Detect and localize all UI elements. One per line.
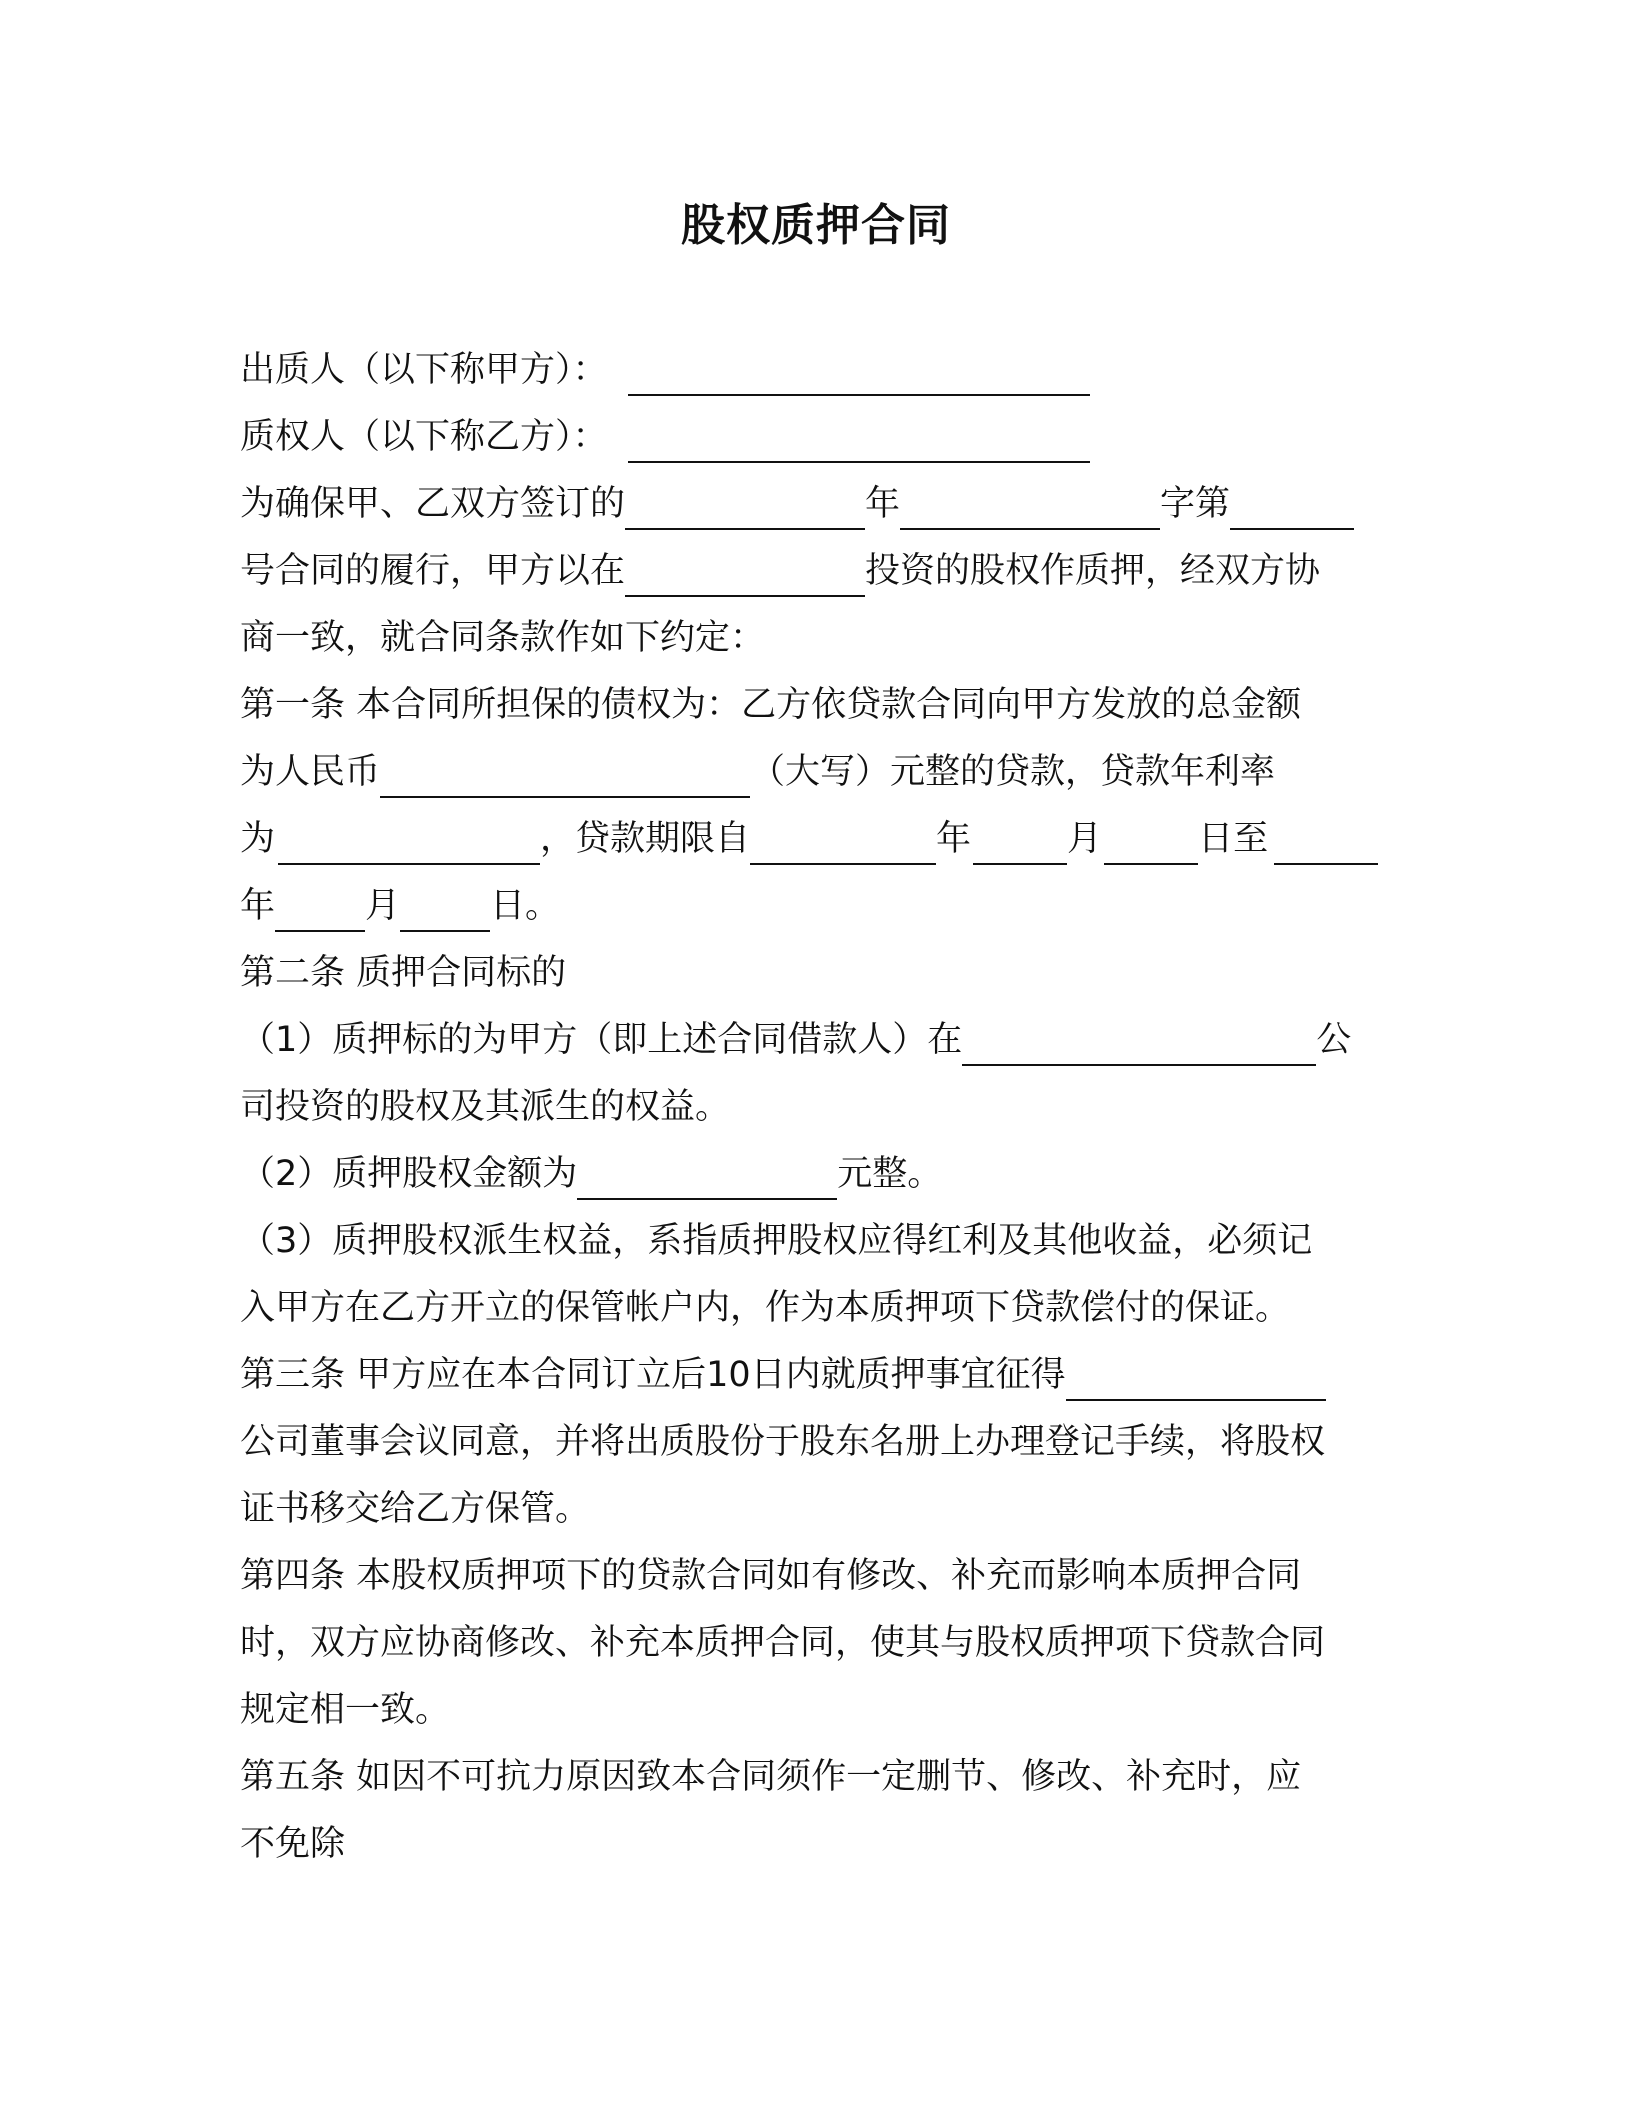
text-segment: 年 — [936, 819, 972, 859]
text-segment: 商一致，就合同条款作如下约定： — [240, 618, 766, 658]
pledgee-label: 质权人（以下称乙方）： — [240, 417, 608, 457]
line-pledgor — [240, 344, 1090, 396]
article-1-line-1 — [240, 679, 1301, 731]
text-segment: 第三条 甲方应在本合同订立后10日内就质押事宜征得 — [240, 1355, 1066, 1395]
text-segment: 司投资的股权及其派生的权益。 — [240, 1087, 731, 1127]
article-5-line-2 — [240, 1818, 345, 1870]
article-2-item-3-line-2 — [240, 1282, 1290, 1334]
text-segment: 不免除 — [240, 1824, 346, 1864]
loan-amount-blank[interactable] — [380, 752, 750, 798]
target-company-blank[interactable] — [962, 1020, 1316, 1066]
text-segment: 字第 — [1160, 484, 1231, 524]
article-2-item-1-line-2 — [240, 1081, 730, 1133]
text-segment: 日至 — [1198, 819, 1269, 859]
pledgee-blank[interactable] — [628, 417, 1090, 463]
text-segment: 为 — [240, 819, 276, 859]
line-pledgee — [240, 411, 1090, 463]
article-5-line-1 — [240, 1751, 1301, 1803]
text-segment: 公 — [1316, 1020, 1352, 1060]
text-segment: 第四条 本股权质押项下的贷款合同如有修改、补充而影响本质押合同 — [240, 1556, 1302, 1596]
contract-number-blank[interactable] — [1230, 484, 1354, 530]
article-4-line-1 — [240, 1550, 1301, 1602]
text-segment: 元整。 — [837, 1154, 943, 1194]
pledgor-blank[interactable] — [628, 350, 1090, 396]
article-4-line-3 — [240, 1684, 450, 1736]
contract-party-blank[interactable] — [625, 484, 865, 530]
text-segment: ，贷款期限自 — [540, 819, 751, 859]
text-segment: 入甲方在乙方开立的保管帐户内，作为本质押项下贷款偿付的保证。 — [240, 1288, 1291, 1328]
article-4-line-2 — [240, 1617, 1325, 1669]
text-segment: 证书移交给乙方保管。 — [240, 1489, 591, 1529]
end-month-blank[interactable] — [275, 886, 365, 932]
article-3-line-2 — [240, 1416, 1325, 1468]
article-1-line-3 — [240, 813, 1378, 865]
text-segment: （大写）元整的贷款，贷款年利率 — [750, 752, 1276, 792]
line-intro-2 — [240, 545, 1320, 597]
line-intro-3 — [240, 612, 765, 664]
article-2-item-1-line-1 — [240, 1014, 1351, 1066]
start-year-blank[interactable] — [750, 819, 936, 865]
document-title: 股权质押合同 — [681, 200, 951, 251]
board-company-blank[interactable] — [1066, 1355, 1326, 1401]
text-segment: 年 — [865, 484, 901, 524]
article-3-line-3 — [240, 1483, 590, 1535]
text-segment: （2）质押股权金额为 — [240, 1154, 578, 1194]
pledged-equity-amount-blank[interactable] — [577, 1154, 837, 1200]
text-segment: 规定相一致。 — [240, 1690, 451, 1730]
article-2-heading — [240, 947, 566, 999]
article-2-item-3-line-1 — [240, 1215, 1312, 1267]
text-segment: 年 — [240, 886, 276, 926]
text-segment: 公司董事会议同意，并将出质股份于股东名册上办理登记手续，将股权 — [240, 1422, 1326, 1462]
start-month-blank[interactable] — [973, 819, 1067, 865]
text-segment: 投资的股权作质押，经双方协 — [865, 551, 1321, 591]
text-segment: 月 — [365, 886, 401, 926]
text-segment: 月 — [1067, 819, 1103, 859]
article-1-line-2 — [240, 746, 1275, 798]
text-segment: （1）质押标的为甲方（即上述合同借款人）在 — [240, 1020, 963, 1060]
text-segment: 时，双方应协商修改、补充本质押合同，使其与股权质押项下贷款合同 — [240, 1623, 1326, 1663]
end-year-blank[interactable] — [1274, 819, 1378, 865]
text-segment: 第二条 质押合同标的 — [240, 953, 567, 993]
text-segment: 第五条 如因不可抗力原因致本合同须作一定删节、修改、补充时，应 — [240, 1757, 1302, 1797]
text-segment: 为确保甲、乙双方签订的 — [240, 484, 626, 524]
end-day-blank[interactable] — [400, 886, 490, 932]
text-segment: 号合同的履行，甲方以在 — [240, 551, 626, 591]
interest-rate-blank[interactable] — [278, 819, 540, 865]
start-day-blank[interactable] — [1104, 819, 1198, 865]
article-2-item-2 — [240, 1148, 942, 1200]
article-3-line-1 — [240, 1349, 1326, 1401]
text-segment: 第一条 本合同所担保的债权为：乙方依贷款合同向甲方发放的总金额 — [240, 685, 1302, 725]
text-segment: 为人民币 — [240, 752, 381, 792]
pledgor-label: 出质人（以下称甲方）： — [240, 350, 608, 390]
article-1-line-4 — [240, 880, 560, 932]
line-intro-1 — [240, 478, 1354, 530]
contract-year-blank[interactable] — [900, 484, 1160, 530]
text-segment: （3）质押股权派生权益，系指质押股权应得红利及其他收益，必须记 — [240, 1221, 1313, 1261]
investment-company-blank[interactable] — [625, 551, 865, 597]
text-segment: 日。 — [490, 886, 561, 926]
